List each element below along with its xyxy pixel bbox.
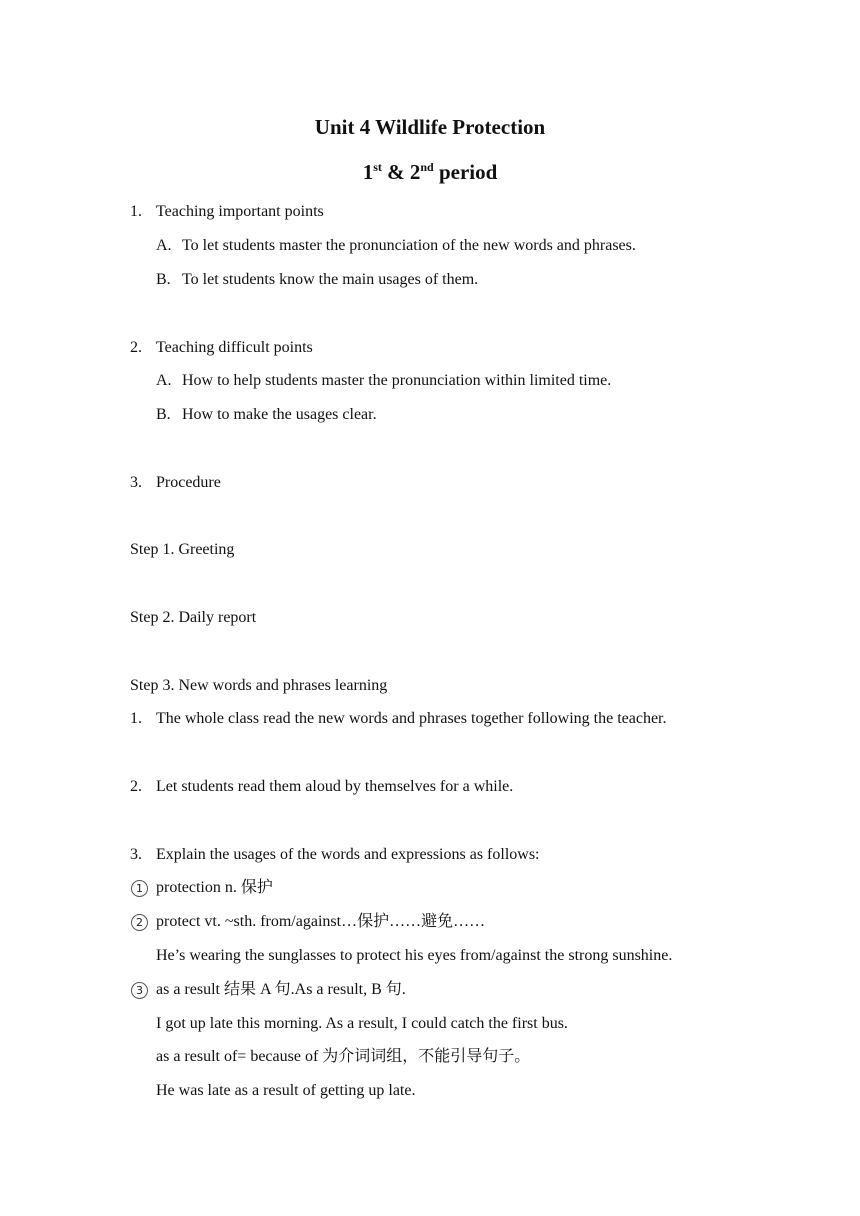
subtitle-num1: 1 <box>362 160 374 184</box>
subtitle-sup1: st <box>373 160 382 174</box>
step-heading: Step 3. New words and phrases learning <box>130 677 388 694</box>
section-heading: Procedure <box>156 474 221 491</box>
example-sentence: as a result of= because of 为介词词组，不能引导句子。 <box>156 1048 531 1065</box>
section-heading: Teaching difficult points <box>156 339 313 356</box>
step-item-number: 1. <box>130 710 142 727</box>
circled-number-marker: 3 <box>131 982 148 999</box>
section-number: 1. <box>130 203 142 220</box>
step-item-number: 2. <box>130 778 142 795</box>
document-title: Unit 4 Wildlife Protection <box>314 115 546 139</box>
vocab-entry: protection n. 保护 <box>156 879 273 896</box>
example-sentence: I got up late this morning. As a result, I could catch the first bus. <box>156 1015 568 1032</box>
subtitle-period: period <box>433 160 498 184</box>
vocab-entry: protect vt. ~sth. from/against…保护……避免…… <box>156 913 486 930</box>
vocab-entry: as a result 结果 A 句.As a result, B 句. <box>156 981 406 998</box>
step-item-text: The whole class read the new words and phrases together following the teacher. <box>156 710 667 727</box>
step-item-number: 3. <box>130 846 142 863</box>
circled-number-marker: 1 <box>131 880 148 897</box>
step-heading: Step 1. Greeting <box>130 541 235 558</box>
circled-number-marker: 2 <box>131 914 148 931</box>
subtitle-sup2: nd <box>420 160 434 174</box>
item-text: How to make the usages clear. <box>182 406 377 423</box>
item-label: A. <box>156 237 172 254</box>
step-item-text: Explain the usages of the words and expressions as follows: <box>156 846 540 863</box>
item-label: B. <box>156 271 171 288</box>
item-text: To let students know the main usages of them. <box>182 271 479 288</box>
step-heading: Step 2. Daily report <box>130 609 257 626</box>
item-label: A. <box>156 372 172 389</box>
example-sentence: He’s wearing the sunglasses to protect his eyes from/against the strong sunshine. <box>156 947 673 964</box>
item-label: B. <box>156 406 171 423</box>
document-subtitle <box>0 159 860 185</box>
item-text: To let students master the pronunciation of the new words and phrases. <box>182 237 636 254</box>
section-number: 2. <box>130 339 142 356</box>
subtitle-amp: & <box>381 160 410 184</box>
section-number: 3. <box>130 474 142 491</box>
item-text: How to help students master the pronunciation within limited time. <box>182 372 612 389</box>
section-heading: Teaching important points <box>156 203 324 220</box>
subtitle-num2: 2 <box>409 160 421 184</box>
example-sentence: He was late as a result of getting up late. <box>156 1082 416 1099</box>
step-item-text: Let students read them aloud by themselves for a while. <box>156 778 514 795</box>
